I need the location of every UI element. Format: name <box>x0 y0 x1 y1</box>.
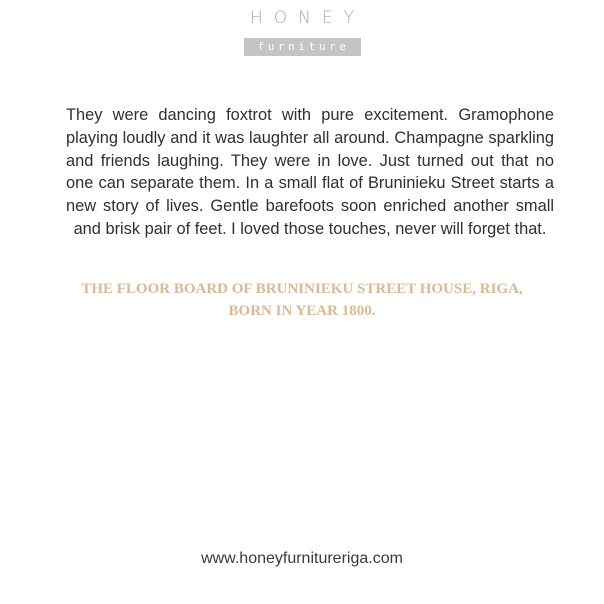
brand-logo <box>0 8 604 56</box>
story-paragraph: They were dancing foxtrot with pure excitement. Gramophone playing loudly and it was laughter all around. Champagne sparkling and friends laughing. They were in love. Just turned out that no one can separate them. In a small flat of Bruninieku Street starts a new story of lives. Gentle barefoots soon enriched another small and brisk pair of feet. I loved those touches, never will forget that. <box>66 106 554 238</box>
item-caption <box>50 278 554 322</box>
caption-line-2: BORN IN YEAR 1800. <box>228 303 376 319</box>
caption-line-1: THE FLOOR BOARD OF BRUNINIEKU STREET HOUSE, RIGA, <box>81 281 523 297</box>
website-url: www.honeyfurnitureriga.com <box>201 550 403 567</box>
logo-wordmark: HONEY <box>249 8 365 28</box>
logo-tagline: furniture <box>244 38 361 56</box>
